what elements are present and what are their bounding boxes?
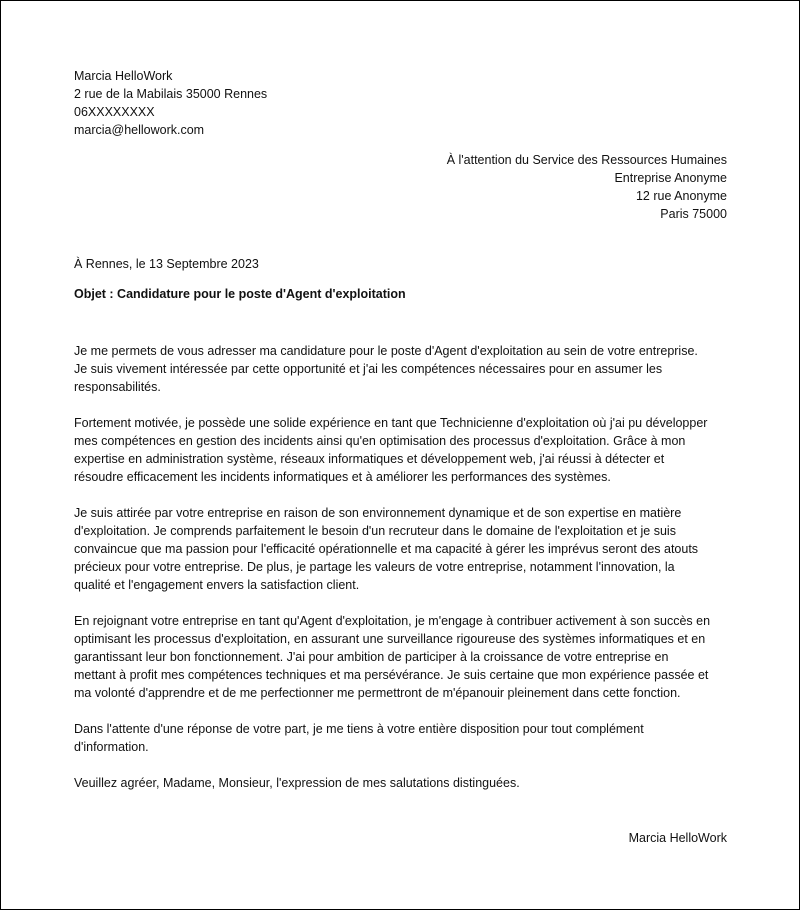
recipient-street: 12 rue Anonyme <box>635 189 727 203</box>
paragraph-line: convaincue que ma passion pour l'efficacité opérationnelle et ma capacité à gérer les imprévus seront des atouts <box>74 542 699 556</box>
paragraph-line: expertise en administration système, réseaux informatiques et développement web, j'ai réussi à détecter et <box>74 452 665 466</box>
letter-body <box>74 342 734 810</box>
paragraph-line: Je suis vivement intéressée par cette opportunité et j'ai les compétences nécessaires pour en assumer les <box>74 362 663 376</box>
paragraph-line: Je me permets de vous adresser ma candidature pour le poste d'Agent d'exploitation au sein de votre entreprise. <box>74 344 698 358</box>
paragraph-motivation <box>74 504 734 594</box>
recipient-address-block <box>447 151 727 223</box>
paragraph-line: d'information. <box>74 740 149 754</box>
paragraph-line: responsabilités. <box>74 380 161 394</box>
paragraph-line: Fortement motivée, je possède une solide expérience en tant que Technicienne d'exploitation où j'ai pu développer <box>74 416 708 430</box>
sender-phone: 06XXXXXXXX <box>74 105 155 119</box>
letter-subject: Objet : Candidature pour le poste d'Agent d'exploitation <box>74 287 406 301</box>
paragraph-experience <box>74 414 734 486</box>
letter-date: À Rennes, le 13 Septembre 2023 <box>74 257 259 271</box>
recipient-attention: À l'attention du Service des Ressources Humaines <box>446 153 727 167</box>
sender-name: Marcia HelloWork <box>74 69 173 83</box>
sender-street: 2 rue de la Mabilais 35000 Rennes <box>74 87 268 101</box>
paragraph-line: garantissant leur bon fonctionnement. J'ai pour ambition de participer à la croissance de votre entreprise en <box>74 650 669 664</box>
sender-email: marcia@hellowork.com <box>74 123 205 137</box>
paragraph-line: mes compétences en gestion des incidents ainsi qu'en optimisation des processus d'exploitation. Grâce à mon <box>74 434 686 448</box>
paragraph-line: Dans l'attente d'une réponse de votre part, je me tiens à votre entière disposition pour tout complément <box>74 722 644 736</box>
paragraph-line: Veuillez agréer, Madame, Monsieur, l'expression de mes salutations distinguées. <box>74 776 520 790</box>
paragraph-introduction <box>74 342 734 396</box>
paragraph-line: précieux pour votre entreprise. De plus, je partage les valeurs de votre entreprise, notamment l'innovation, la <box>74 560 675 574</box>
paragraph-availability <box>74 720 734 756</box>
signature: Marcia HelloWork <box>628 831 727 845</box>
paragraph-line: qualité et l'engagement envers la satisfaction client. <box>74 578 360 592</box>
recipient-company: Entreprise Anonyme <box>614 171 727 185</box>
paragraph-line: résoudre efficacement les incidents informatiques et à améliorer les performances des systèmes. <box>74 470 611 484</box>
paragraph-line: ma volonté d'apprendre et de me perfectionner me permettront de m'épanouir pleinement dans cette fonction. <box>74 686 681 700</box>
paragraph-line: En rejoignant votre entreprise en tant qu'Agent d'exploitation, je m'engage à contribuer activement à son succès en <box>74 614 711 628</box>
paragraph-line: mettant à profit mes compétences techniques et ma persévérance. Je suis certaine que mon expérience passée et <box>74 668 709 682</box>
paragraph-commitment <box>74 612 734 702</box>
recipient-city: Paris 75000 <box>660 207 727 221</box>
sender-address-block <box>74 67 267 139</box>
paragraph-closing <box>74 774 734 792</box>
paragraph-line: optimisant les processus d'exploitation, en assurant une surveillance rigoureuse des systèmes informatiques et en <box>74 632 706 646</box>
paragraph-line: d'exploitation. Je comprends parfaitement le besoin d'un recruteur dans le domaine de l'exploitation et je suis <box>74 524 676 538</box>
paragraph-line: Je suis attirée par votre entreprise en raison de son environnement dynamique et de son expertise en matière <box>74 506 682 520</box>
